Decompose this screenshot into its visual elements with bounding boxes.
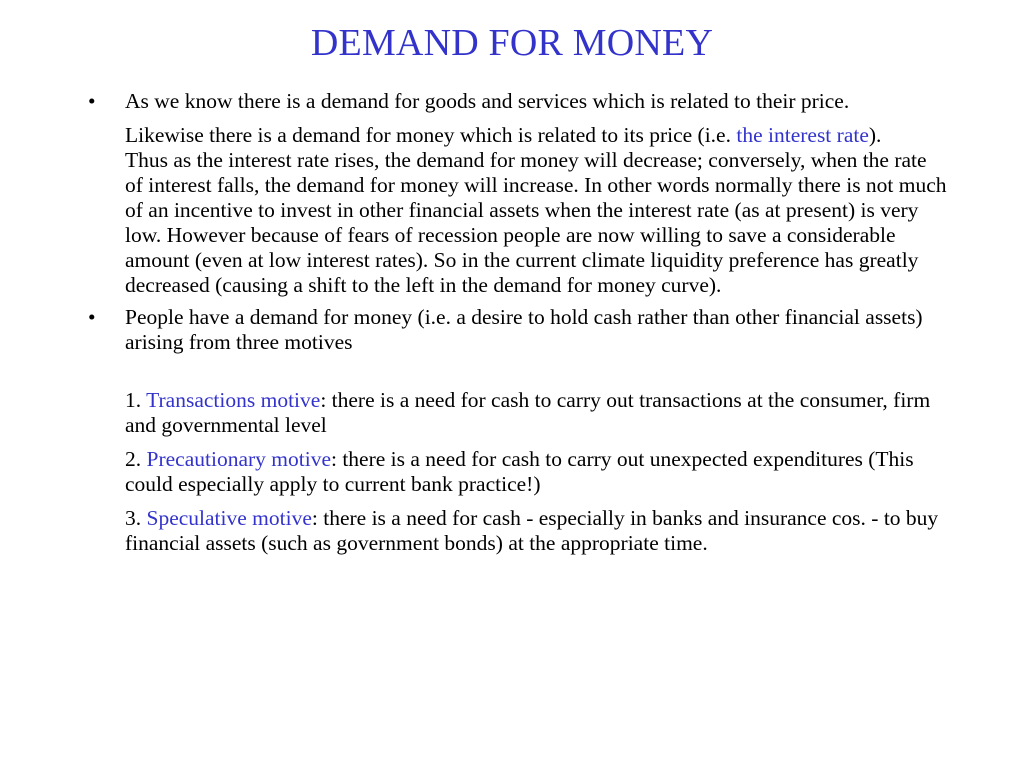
motive-description: : there is a need for cash to carry out transactions at the consumer, firm and governmental level <box>125 388 931 437</box>
slide-body <box>88 89 948 556</box>
paragraph-text: Likewise there is a demand for money which is related to its price (i.e. <box>125 123 737 147</box>
motive-item-speculative <box>125 506 948 556</box>
motive-description: : there is a need for cash - especially in banks and insurance cos. - to buy financial assets (such as government bonds) at the appropriate time. <box>125 506 939 555</box>
motive-number: 1. <box>125 388 142 412</box>
bullet-paragraph: As we know there is a demand for goods and services which is related to their price. <box>125 89 850 113</box>
motive-item-precautionary <box>125 447 948 497</box>
slide-title: DEMAND FOR MONEY <box>310 22 714 64</box>
motive-number: 2. <box>125 447 142 471</box>
motive-number: 3. <box>125 506 142 530</box>
bullet-item-motives <box>88 305 948 556</box>
interest-rate-paragraph <box>125 123 948 148</box>
bullet-icon: • <box>88 89 96 113</box>
bullet-icon: • <box>88 305 96 329</box>
bullet-paragraph: People have a demand for money (i.e. a desire to hold cash rather than other financial assets) arising from three motives <box>125 305 923 354</box>
paragraph-text: ). <box>868 123 882 147</box>
motive-name: Speculative motive <box>146 506 312 530</box>
interest-rate-term: the interest rate <box>736 123 869 147</box>
motive-name: Transactions motive <box>146 388 321 412</box>
bullet-item-demand-price <box>88 89 948 298</box>
motive-name: Precautionary motive <box>146 447 331 471</box>
motive-description: : there is a need for cash to carry out unexpected expenditures (This could especially apply to current bank practice!) <box>125 447 914 496</box>
motive-item-transactions <box>125 388 948 438</box>
liquidity-paragraph: Thus as the interest rate rises, the demand for money will decrease; conversely, when the rate of interest falls, the demand for money will increase. In other words normally there is not much of an incentive to invest in other financial assets when the interest rate (as at present) is very low. However because of fears of recession people are now willing to save a considerable amount (even at low interest rates). So in the current climate liquidity preference has greatly decreased (causing a shift to the left in the demand for money curve). <box>125 148 947 297</box>
